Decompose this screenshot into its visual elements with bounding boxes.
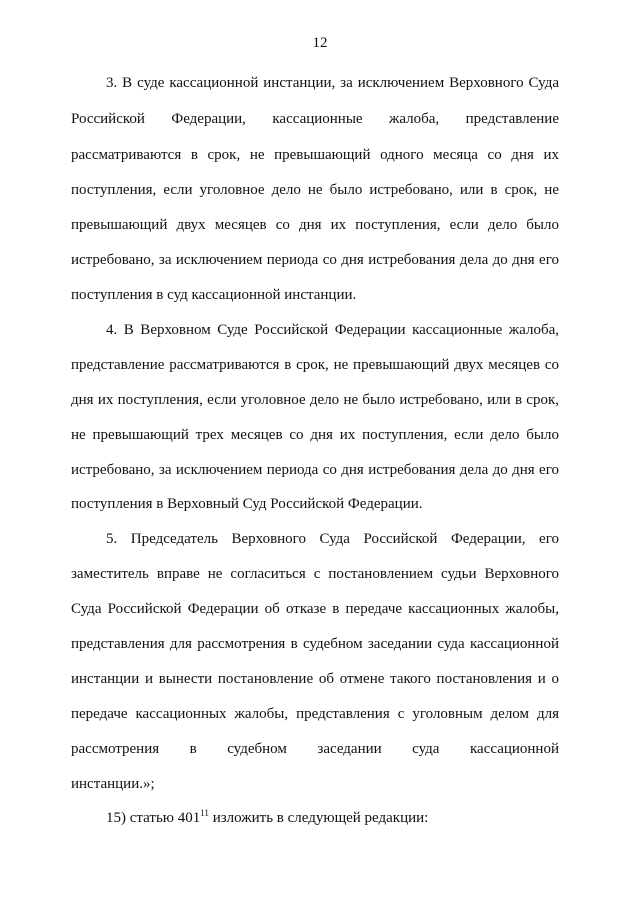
text-line: истребовано, за исключением периода со дня истребования дела до дня его bbox=[71, 462, 559, 478]
text-line: рассмотрения в судебном заседании суда кассационной bbox=[71, 741, 559, 757]
text-line: 4. В Верховном Суде Российской Федерации кассационные жалоба, bbox=[106, 322, 559, 338]
text-line: 3. В суде кассационной инстанции, за исключением Верховного Суда bbox=[106, 75, 559, 91]
text-line: инстанции.»; bbox=[71, 776, 155, 792]
text-line: представление рассматриваются в срок, не превышающий двух месяцев со bbox=[71, 357, 559, 373]
text-line: заместитель вправе не согласиться с постановлением судьи Верховного bbox=[71, 566, 559, 582]
item-15-text-tail: изложить в следующей редакции: bbox=[208, 810, 429, 826]
text-line: не превышающий трех месяцев со дня их поступления, если дело было bbox=[71, 427, 559, 443]
text-line: поступления, если уголовное дело не было истребовано, или в срок, не bbox=[71, 182, 559, 198]
text-line: дня их поступления, если уголовное дело не было истребовано, или в срок, bbox=[71, 392, 559, 408]
text-line: инстанции и вынести постановление об отмене такого постановления и о bbox=[71, 671, 559, 687]
text-line: передаче кассационных жалобы, представления с уголовным делом для bbox=[71, 706, 559, 722]
text-line: представления для рассмотрения в судебном заседании суда кассационной bbox=[71, 636, 559, 652]
page-number: 12 bbox=[312, 35, 328, 51]
text-line: поступления в суд кассационной инстанции. bbox=[71, 287, 357, 303]
text-line: Российской Федерации, кассационные жалоба, представление bbox=[71, 111, 559, 127]
text-line: Суда Российской Федерации об отказе в передаче кассационных жалобы, bbox=[71, 601, 559, 617]
text-line: 5. Председатель Верховного Суда Российской Федерации, его bbox=[106, 531, 559, 547]
text-line: истребовано, за исключением периода со дня истребования дела до дня его bbox=[71, 252, 559, 268]
article-superscript: 11 bbox=[200, 808, 209, 818]
text-line: поступления в Верховный Суд Российской Федерации. bbox=[71, 496, 423, 512]
item-15-line bbox=[106, 808, 559, 828]
text-line: рассматриваются в срок, не превышающий одного месяца со дня их bbox=[71, 147, 559, 163]
text-line: превышающий двух месяцев со дня их поступления, если дело было bbox=[71, 217, 559, 233]
item-15-text: 15) статью 401 bbox=[106, 810, 201, 826]
